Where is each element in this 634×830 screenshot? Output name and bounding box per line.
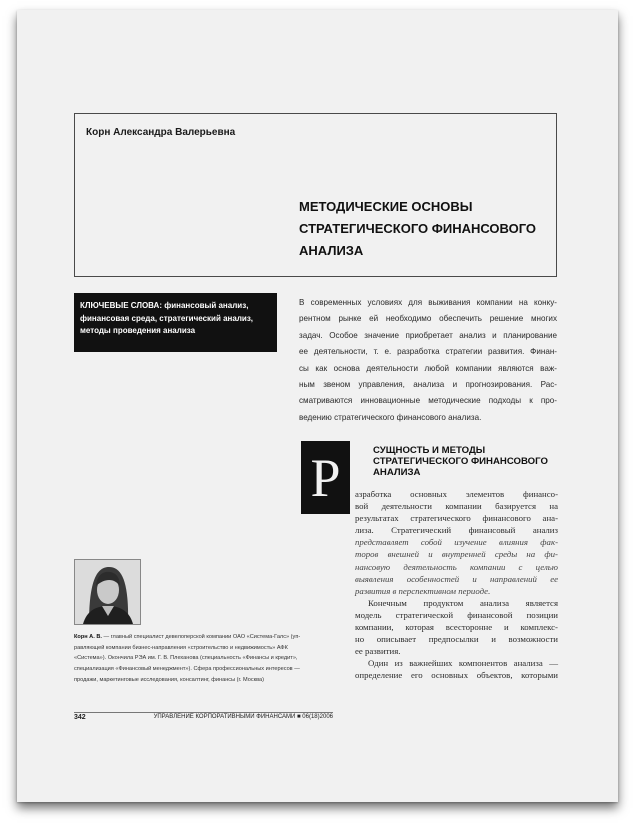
body-line: но описывает предпосылки и возможности <box>355 634 558 645</box>
author-portrait-image <box>75 560 140 624</box>
body-line: определение его основных объектов, которыми <box>355 670 558 681</box>
author-bio <box>74 632 333 686</box>
bio-line <box>74 632 333 643</box>
abstract-line: задач. Особое значение приобретает анализ и планирование <box>299 330 557 340</box>
author-name: Корн Александра Валерьевна <box>86 127 236 138</box>
bio-line: специализация «Финансовый менеджмент»). Сфера профессиональных интересов — <box>74 666 300 673</box>
body-line: торов внешней и внутренней среды на фи- <box>355 549 558 560</box>
title-line: МЕТОДИЧЕСКИЕ ОСНОВЫ <box>299 199 473 214</box>
abstract-line: ведению стратегического финансового анализа. <box>299 412 482 422</box>
bio-line: равляющей компании бизнес-направления «строительство и недвижимость» АФК <box>74 644 288 651</box>
body-line: Один из важнейших компонентов анализа — <box>368 658 558 669</box>
body-line: результатах стратегического финансового ана- <box>355 513 558 524</box>
section-heading-line: СТРАТЕГИЧЕСКОГО ФИНАНСОВОГО <box>373 456 548 468</box>
body-line: развития в перспективном периоде. <box>355 585 491 596</box>
body-line: модель стратегической финансовой позиции <box>355 609 558 620</box>
bio-line-text: — главный специалист девелоперской компании ОАО «Система-Галс» (уп- <box>101 634 301 640</box>
section-heading-line: АНАЛИЗА <box>373 467 421 479</box>
article-title <box>299 196 549 262</box>
section-heading-line: СУЩНОСТЬ И МЕТОДЫ <box>373 445 486 456</box>
page-footer <box>74 714 333 724</box>
abstract-line: сы как основа деятельности любой компании являются важ- <box>299 363 557 373</box>
title-line: СТРАТЕГИЧЕСКОГО ФИНАНСОВОГО <box>299 221 537 236</box>
section-heading <box>373 445 558 479</box>
keywords-box <box>74 293 277 352</box>
body-line: Конечным продуктом анализа является <box>368 597 558 608</box>
title-line: АНАЛИЗА <box>299 243 364 258</box>
bio-line: «Система»). Окончила РЭА им. Г. В. Плеханова (специальность «Финансы и кредит», <box>74 655 298 662</box>
bio-name: Корн А. В. <box>74 634 102 640</box>
body-line: азработка основных элементов финансо- <box>355 489 558 499</box>
author-photo <box>74 559 141 625</box>
abstract <box>299 295 557 426</box>
abstract-line: ее деятельности, т. е. разработка стратегии развития. Финан- <box>299 347 557 357</box>
abstract-line: ным звеном управления, анализа и прогнозирования. Рас- <box>299 380 557 390</box>
body-line: выявления особенностей и направлений ее <box>355 573 558 584</box>
body-line: компании, которая всесторонне и комплекс- <box>355 622 558 633</box>
abstract-line: сматриваются инновационные методические подходы к про- <box>299 396 557 406</box>
body-text <box>355 488 558 682</box>
body-line: вой деятельности компании базируется на <box>355 501 558 512</box>
abstract-line: В современных условиях для выживания компании на конку- <box>299 298 557 307</box>
journal-name: УПРАВЛЕНИЕ КОРПОРАТИВНЫМИ ФИНАНСАМИ ■ 06(18)2006 <box>153 714 333 720</box>
page-number: 342 <box>74 714 86 721</box>
body-line: нансовую деятельность компании с целью <box>355 561 558 572</box>
keywords-text: КЛЮЧЕВЫЕ СЛОВА: финансовый анализ, финансовая среда, стратегический анализ, методы проведения анализа <box>80 301 254 335</box>
footer-divider <box>74 712 333 713</box>
bio-line: продажи, маркетинговые исследования, консалтинг, финансы (г. Москва) <box>74 676 264 683</box>
body-line: ее развития. <box>355 646 401 657</box>
body-line: представляет собой изучение влияния фак- <box>355 537 558 548</box>
body-line: лиза. Стратегический финансовый анализ <box>355 525 558 536</box>
abstract-line: рентном рынке ей необходимо обеспечить решение многих <box>299 314 557 324</box>
drop-cap: Р <box>301 441 350 514</box>
